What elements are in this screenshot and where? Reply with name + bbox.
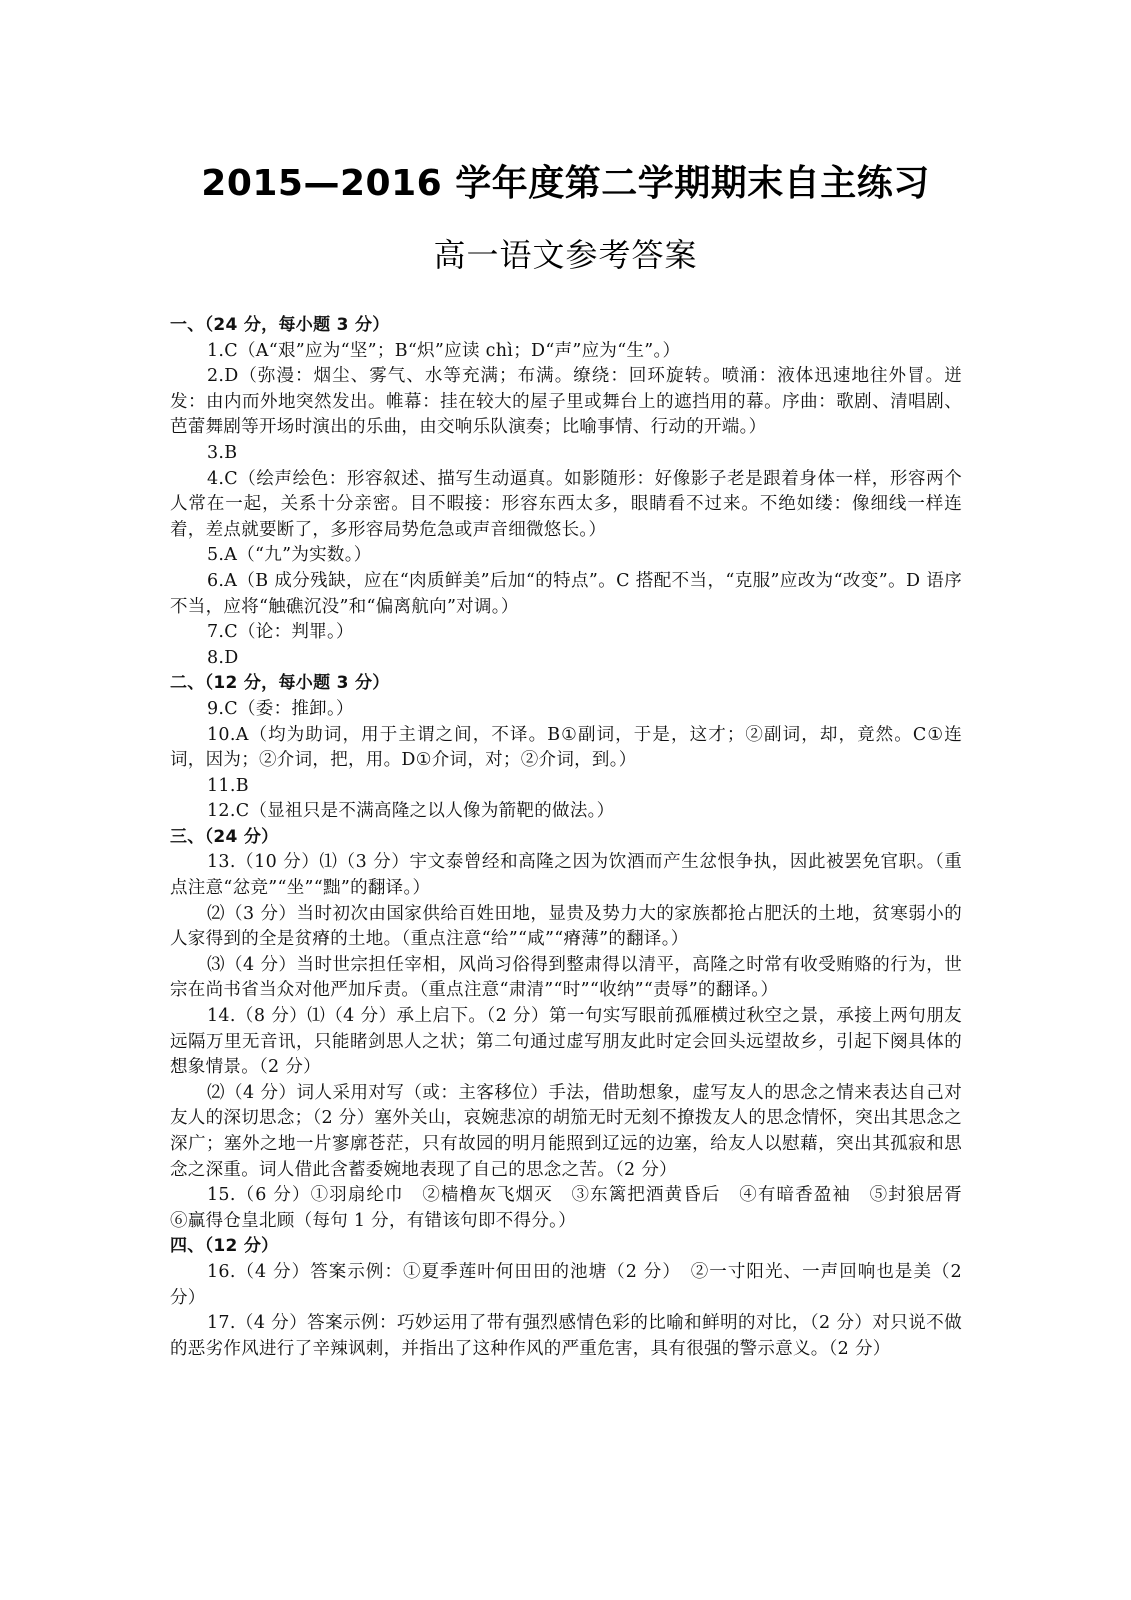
answer-paragraph: 8.D	[207, 647, 239, 668]
answer-paragraph: 10.A（均为助词，用于主谓之间，不译。B①副词，于是，这才；②副词，却，竟然。C①连词，因为；②介词，把，用。D①介词，对；②介词，到。）	[170, 724, 962, 771]
answer-paragraph: 17.（4 分）答案示例：巧妙运用了带有强烈感情色彩的比喻和鲜明的对比，（2 分）对只说不做的恶劣作风进行了辛辣讽刺，并指出了这种作风的严重危害，具有很强的警示意义。（2 分）	[170, 1313, 962, 1359]
answer-paragraph: ⑵（3 分）当时初次由国家供给百姓田地，显贵及势力大的家族都抢占肥沃的土地，贫寒弱小的人家得到的全是贫瘠的土地。（重点注意“给”“咸”“瘠薄”的翻译。）	[170, 903, 962, 950]
answer-paragraph: 12.C（显祖只是不满高隆之以人像为箭靶的做法。）	[207, 801, 615, 822]
answer-paragraph: 2.D（弥漫：烟尘、雾气、水等充满；布满。缭绕：回环旋转。喷涌：液体迅速地往外冒。迸发：由内而外地突然发出。帷幕：挂在较大的屋子里或舞台上的遮挡用的幕。序曲：歌剧、清唱剧、芭蕾舞剧等开场时演出的乐曲，由交响乐队演奏；比喻事情、行动的开端。）	[170, 366, 962, 438]
answer-paragraph: 16.（4 分）答案示例：①夏季莲叶何田田的池塘（2 分） ②一寸阳光、一声回响也是美（2 分）	[170, 1261, 962, 1308]
answer-paragraph: 11.B	[207, 775, 249, 796]
section-heading: 一、（24 分，每小题 3 分）	[170, 315, 390, 335]
answer-body	[170, 313, 980, 1362]
section-heading: 三、（24 分）	[170, 826, 279, 847]
answer-paragraph: 14.（8 分）⑴（4 分）承上启下。（2 分）第一句实写眼前孤雁横过秋空之景，承接上两句朋友远隔万里无音讯，只能睹剑思人之状；第二句通过虚写朋友此时定会回头远望故乡，引起下阕具体的想象情景。（2 分）	[170, 1006, 962, 1078]
answer-paragraph: 7.C（论：判罪。）	[207, 622, 354, 643]
answer-paragraph: ⑶（4 分）当时世宗担任宰相，风尚习俗得到整肃得以清平，高隆之时常有收受贿赂的行为，世宗在尚书省当众对他严加斥责。（重点注意“肃清”“时”“收纳”“责辱”的翻译。）	[170, 954, 962, 1001]
answer-paragraph: 15.（6 分）①羽扇纶巾 ②樯橹灰飞烟灭 ③东篱把酒黄昏后 ④有暗香盈袖 ⑤封狼居胥 ⑥赢得仓皇北顾（每句 1 分，有错该句即不得分。）	[170, 1185, 980, 1231]
answer-paragraph: 9.C（委：推卸。）	[207, 698, 354, 719]
answer-paragraph: 3.B	[207, 442, 238, 463]
answer-paragraph: 13.（10 分）⑴（3 分）宇文泰曾经和高隆之因为饮酒而产生忿恨争执，因此被罢免官职。（重点注意“忿竞”“坐”“黜”的翻译。）	[170, 852, 962, 899]
document-title: 2015—2016 学年度第二学期期末自主练习	[201, 163, 930, 204]
answer-paragraph: 4.C（绘声绘色：形容叙述、描写生动逼真。如影随形：好像影子老是跟着身体一样，形容两个人常在一起，关系十分亲密。目不暇接：形容东西太多，眼睛看不过来。不绝如缕：像细线一样连着，差点就要断了，多形容局势危急或声音细微悠长。）	[170, 468, 962, 540]
document-subtitle: 高一语文参考答案	[433, 236, 698, 274]
answer-paragraph: 6.A（B 成分残缺，应在“肉质鲜美”后加“的特点”。C 搭配不当，“克服”应改为“改变”。D 语序不当，应将“触礁沉没”和“偏离航向”对调。）	[170, 570, 962, 617]
answer-paragraph: 5.A（“九”为实数。）	[207, 545, 372, 566]
section-heading: 二、（12 分，每小题 3 分）	[170, 673, 390, 694]
answer-paragraph: 1.C（A“艰”应为“坚”；B“炽”应读 chì；D“声”应为“生”。）	[207, 340, 681, 361]
section-heading: 四、（12 分）	[170, 1236, 279, 1257]
answer-paragraph: ⑵（4 分）词人采用对写（或：主客移位）手法，借助想象，虚写友人的思念之情来表达自己对友人的深切思念；（2 分）塞外关山，哀婉悲凉的胡笳无时无刻不撩拨友人的思念情怀，突出其思念之深广；塞外之地一片寥廓苍茫，只有故园的明月能照到辽远的边塞，给友人以慰藉，突出其孤寂和思念之深重。词人借此含蓄委婉地表现了自己的思念之苦。（2 分）	[170, 1082, 962, 1180]
